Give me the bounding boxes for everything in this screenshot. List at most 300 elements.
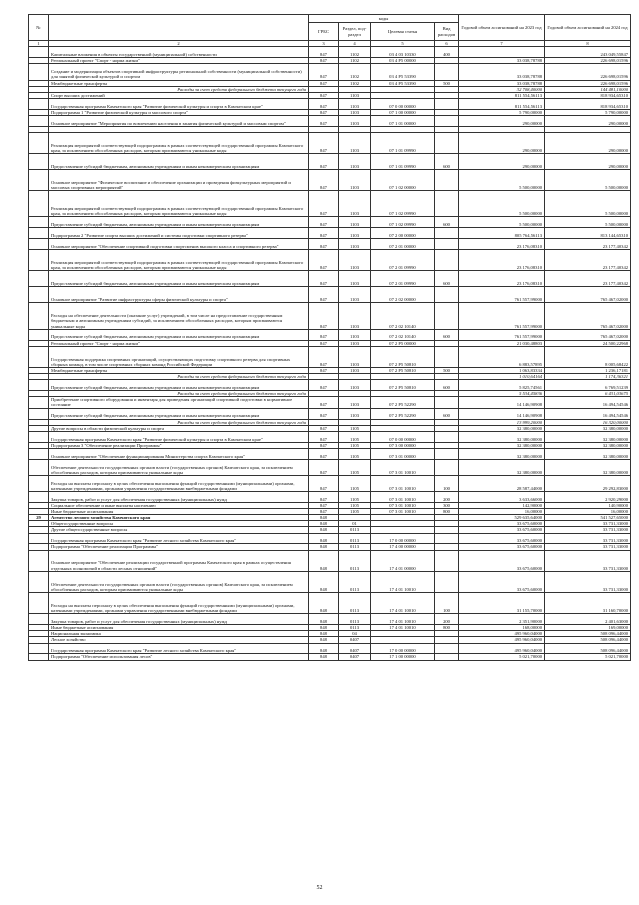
table-row [29,287,631,303]
row-grbs: 848 [309,614,339,625]
row-amount-2023: 31 155,70000 [459,592,545,613]
row-amount-2023: 290,00000 [459,153,545,169]
row-expense-type [435,533,459,544]
row-amount-2023: 33 675,60000 [459,571,545,592]
row-expense-type: 600 [435,217,459,228]
row-razdel: 1103 [339,92,371,98]
row-target-article: 07 2 02 00000 [371,287,435,303]
table-row [29,217,631,228]
row-amount-2023: 5 534,45836 [459,391,545,397]
row-name: Лесное хозяйство [49,637,309,643]
row-amount-2024: 818 934,65310 [545,92,631,98]
row-name: Реализация мероприятий соответствующей подпрограммы в рамках соответствующей государственной программы Камчатского края, за исключением обособленных расходов, которым присваиваются уникальные коды [49,132,309,153]
row-expense-type [435,116,459,127]
row-expense-type [435,571,459,592]
table-row [29,654,631,660]
row-grbs: 847 [309,287,339,303]
row-target-article: 07 1 02 09990 [371,217,435,228]
page-number: 52 [316,885,323,891]
row-name: Создание и модернизация объектов спортивной инфраструктуры региональной собственности (муниципальной собственности) для занятий физической культурой и спортом [49,64,309,80]
row-amount-2024: 16 494,54546 [545,408,631,419]
row-amount-2023: 2 351,90000 [459,614,545,625]
row-number [29,47,49,58]
row-name: Основное мероприятие "Обеспечение функционирования Министерства спорта Камчатского края" [49,448,309,459]
row-expense-type: 300 [435,502,459,508]
row-amount-2023: 32 380,00000 [459,459,545,475]
row-razdel: 1105 [339,448,371,459]
row-amount-2024: 765 467,02000 [545,329,631,340]
row-target-article: 07 2 P5 52290 [371,397,435,408]
row-grbs: 847 [309,303,339,329]
row-expense-type [435,303,459,329]
row-number [29,239,49,250]
row-number [29,654,49,660]
row-amount-2024: 23 177,40342 [545,239,631,250]
row-amount-2024: 1 236,17181 [545,367,631,373]
row-number [29,191,49,217]
table-row [29,550,631,571]
table-row [29,47,631,58]
row-razdel: 1103 [339,153,371,169]
row-number [29,643,49,654]
row-name: Расходы на выплаты персоналу в целях обеспечения выполнения функций государственными (муниципальными) органами, казенными учреждениями, органами управления государственными внебюджетными фондами [49,475,309,491]
row-expense-type: 500 [435,80,459,86]
row-amount-2023: 761 557,99000 [459,287,545,303]
row-grbs: 848 [309,571,339,592]
row-grbs: 848 [309,654,339,660]
row-grbs: 847 [309,491,339,502]
table-row [29,346,631,367]
row-name: Реализация мероприятий соответствующей подпрограммы в рамках соответствующей государственной программы Камчатского края, за исключением обособленных расходов, которым присваиваются уникальные коды [49,250,309,271]
table-row [29,592,631,613]
row-amount-2024: 290,00000 [545,116,631,127]
row-name: Предоставление субсидий бюджетным, автономным учреждениям и иным некоммерческим организациям [49,329,309,340]
row-amount-2024: 32 380,00000 [545,431,631,442]
row-expense-type [435,191,459,217]
row-name: Закупка товаров, работ и услуг для обеспечения государственных (муниципальных) нужд [49,614,309,625]
row-amount-2024: 1 174,36321 [545,374,631,380]
row-amount-2024: 8 005,68422 [545,346,631,367]
row-amount-2024: 32 380,00000 [545,425,631,431]
row-razdel: 1103 [339,408,371,419]
row-grbs: 847 [309,80,339,86]
row-name: Расходы на обеспечение деятельности (оказание услуг) учреждений, в том числе на предоставление государственным бюджетным и автономным учреждениям субсидий, за исключением обособленных расходов, которым присваиваются уникальные коды [49,303,309,329]
row-expense-type [435,64,459,80]
row-razdel: 0113 [339,614,371,625]
row-target-article: 07 1 00 00000 [371,109,435,115]
row-amount-2023: 5 021,70000 [459,654,545,660]
row-amount-2024: 33 731,33000 [545,571,631,592]
row-razdel: 1103 [339,303,371,329]
row-razdel: 1105 [339,491,371,502]
row-grbs: 848 [309,550,339,571]
column-number: 7 [459,41,545,47]
row-razdel: 1103 [339,380,371,391]
row-razdel: 1105 [339,508,371,514]
row-grbs: 847 [309,448,339,459]
row-amount-2024: 24 500,22968 [545,340,631,346]
row-target-article: 07 2 00 00000 [371,228,435,239]
table-row [29,614,631,625]
row-name: Межбюджетные трансферты [49,80,309,86]
row-amount-2024: 32 380,00000 [545,459,631,475]
row-name: Подпрограмма 3 "Обеспечение реализации Программы" [49,442,309,448]
row-amount-2023: 168,00000 [459,625,545,631]
row-target-article: 17 4 01 10010 [371,571,435,592]
row-target-article: 07 1 01 09990 [371,132,435,153]
row-amount-2024: 2 920,29000 [545,491,631,502]
row-number [29,287,49,303]
row-amount-2023: 811 554,56113 [459,98,545,109]
column-number: 5 [371,41,435,47]
row-amount-2023: 32 708,40000 [459,86,545,92]
table-row [29,643,631,654]
row-name: Региональный проект "Спорт - норма жизни" [49,340,309,346]
row-grbs: 847 [309,431,339,442]
row-number [29,408,49,419]
row-razdel: 1105 [339,459,371,475]
row-amount-2024: 33 731,33000 [545,544,631,550]
row-target-article: 03 4 P5 53390 [371,80,435,86]
row-razdel: 1103 [339,271,371,287]
row-amount-2023: 28 587,44000 [459,475,545,491]
row-number [29,303,49,329]
row-name: Капитальные вложения в объекты государственной (муниципальной) собственности [49,47,309,58]
row-number [29,397,49,408]
row-grbs: 848 [309,637,339,643]
row-grbs: 848 [309,631,339,637]
row-grbs: 847 [309,58,339,64]
row-name: Предоставление субсидий бюджетным, автономным учреждениям и иным некоммерческим организациям [49,408,309,419]
row-amount-2024: 16,00000 [545,508,631,514]
row-number [29,592,49,613]
row-amount-2024: 144 481,10000 [545,86,631,92]
table-row [29,475,631,491]
row-number [29,169,49,190]
row-name: Агентство лесного хозяйства Камчатского края [49,515,309,521]
row-razdel: 0113 [339,571,371,592]
row-amount-2023: 23 176,08310 [459,239,545,250]
row-grbs: 847 [309,502,339,508]
table-row [29,271,631,287]
row-number [29,98,49,109]
row-name: Реализация мероприятий соответствующей подпрограммы в рамках соответствующей государственной программы Камчатского края, за исключением обособленных расходов, которым присваиваются уникальные коды [49,191,309,217]
row-number [29,329,49,340]
row-target-article: 07 3 01 10010 [371,459,435,475]
row-grbs: 848 [309,533,339,544]
row-amount-2024: 33 731,33000 [545,527,631,533]
row-name: Государственная программа Камчатского края "Развитие физической культуры и спорта в Камчатском крае" [49,98,309,109]
column-number: 2 [49,41,309,47]
row-amount-2024: 765 467,02000 [545,287,631,303]
row-amount-2024: 33 731,33000 [545,550,631,571]
row-amount-2024: 5 790,00000 [545,109,631,115]
table-row [29,459,631,475]
row-amount-2024: 508 096,44000 [545,631,631,637]
row-expense-type: 600 [435,153,459,169]
row-expense-type: 200 [435,614,459,625]
table-row [29,98,631,109]
row-target-article: 07 1 02 09990 [371,191,435,217]
row-number [29,491,49,502]
row-grbs: 847 [309,132,339,153]
row-name: Приобретение спортивного оборудования и инвентаря для приведения организаций спортивной подготовки в нормативное состояние [49,397,309,408]
row-number [29,431,49,442]
table-row [29,491,631,502]
row-name: Основное мероприятие "Развитие инфраструктуры сферы физической культуры и спорта" [49,287,309,303]
row-target-article: 07 0 00 00000 [371,98,435,109]
row-number [29,550,49,571]
row-amount-2023: 495 960,04000 [459,631,545,637]
row-name: Расходы за счет средств федерального бюджета текущего года [49,374,309,380]
row-name: Расходы за счет средств федерального бюджета текущего года [49,419,309,425]
row-expense-type [435,287,459,303]
row-target-article: 07 1 01 00000 [371,116,435,127]
row-number [29,64,49,80]
row-razdel: 1103 [339,217,371,228]
row-amount-2024: 29 292,83000 [545,475,631,491]
row-razdel: 1102 [339,64,371,80]
row-name: Другие вопросы в области физической культуры и спорта [49,425,309,431]
table-row [29,239,631,250]
row-grbs: 847 [309,228,339,239]
row-razdel: 1102 [339,80,371,86]
row-razdel: 1102 [339,47,371,58]
row-grbs: 847 [309,425,339,431]
row-expense-type [435,169,459,190]
row-expense-type: 600 [435,408,459,419]
row-expense-type [435,132,459,153]
row-grbs: 847 [309,239,339,250]
row-amount-2023: 1 010,64164 [459,374,545,380]
row-target-article: 07 2 P5 00000 [371,340,435,346]
row-amount-2024: 765 467,02000 [545,303,631,329]
row-number [29,153,49,169]
column-number: 1 [29,41,49,47]
row-amount-2023: 3 633,66000 [459,491,545,502]
row-grbs: 848 [309,527,339,533]
row-amount-2024: 33 731,33000 [545,521,631,527]
row-razdel: 1105 [339,502,371,508]
row-target-article: 03 4 P5 53390 [371,64,435,80]
table-row [29,431,631,442]
row-razdel: 0407 [339,654,371,660]
row-name: Подпрограмма 2 "Развитие спорта высших достижений и системы подготовки спортивного резерва" [49,228,309,239]
row-amount-2023: 13 999,20000 [459,419,545,425]
row-grbs: 847 [309,340,339,346]
row-expense-type [435,346,459,367]
table-row [29,329,631,340]
row-amount-2023: 33 675,60000 [459,550,545,571]
table-row [29,169,631,190]
row-amount-2023: 1 063,83334 [459,367,545,373]
row-amount-2023: 761 557,99000 [459,303,545,329]
row-razdel: 04 [339,631,371,637]
row-grbs: 847 [309,169,339,190]
row-name: Закупка товаров, работ и услуг для обеспечения государственных (муниципальных) нужд [49,491,309,502]
row-grbs: 847 [309,508,339,514]
row-amount-2023: 23 176,08310 [459,250,545,271]
row-name: Обеспечение деятельности государственных органов власти (государственных органов) Камчатского края, за исключением обособленных расходов, которым присваиваются уникальные коды [49,459,309,475]
row-amount-2024: 813 144,65310 [545,228,631,239]
row-amount-2023: 33 675,60000 [459,521,545,527]
row-amount-2024: 818 934,65310 [545,98,631,109]
row-amount-2023: 495 960,04000 [459,643,545,654]
row-grbs: 847 [309,64,339,80]
row-amount-2024: 6 769,51239 [545,380,631,391]
row-target-article: 07 1 01 09990 [371,153,435,169]
row-razdel: 1103 [339,228,371,239]
row-name: Предоставление субсидий бюджетным, автономным учреждениям и иным некоммерческим организациям [49,271,309,287]
row-expense-type [435,98,459,109]
row-grbs: 847 [309,92,339,98]
row-amount-2024: 508 096,44000 [545,643,631,654]
row-amount-2024: 140,90000 [545,502,631,508]
row-grbs: 847 [309,250,339,271]
row-grbs: 847 [309,153,339,169]
row-amount-2023: 33 675,60000 [459,533,545,544]
row-grbs: 848 [309,643,339,654]
row-amount-2023 [459,47,545,58]
row-expense-type: 600 [435,271,459,287]
row-amount-2023: 32 380,00000 [459,448,545,459]
row-target-article: 17 0 00 00000 [371,533,435,544]
row-amount-2024: 169,00000 [545,625,631,631]
table-row [29,408,631,419]
row-amount-2024: 23 177,40342 [545,250,631,271]
header-target: Целевая статья [371,23,435,41]
header-no: № [29,15,49,41]
row-number [29,250,49,271]
row-razdel: 1103 [339,239,371,250]
row-name: Обеспечение деятельности государственных органов власти (государственных органов) Камчатского края, за исключением обособленных расходов, которым присваиваются уникальные коды [49,571,309,592]
row-amount-2024: 16 494,54546 [545,397,631,408]
row-target-article: 03 4 P5 00000 [371,58,435,64]
row-amount-2024: 226 698,01596 [545,80,631,86]
row-amount-2024: 226 698,01596 [545,64,631,80]
row-grbs: 847 [309,109,339,115]
row-razdel: 0407 [339,643,371,654]
table-row [29,228,631,239]
row-target-article: 07 2 P5 50810 [371,367,435,373]
row-amount-2023: 6 883,57895 [459,346,545,367]
row-expense-type [435,459,459,475]
header-name [49,15,309,41]
row-expense-type [435,239,459,250]
row-target-article: 07 0 00 00000 [371,431,435,442]
row-grbs: 847 [309,397,339,408]
row-name: Национальная экономика [49,631,309,637]
row-amount-2023: 5 790,00000 [459,109,545,115]
row-grbs: 847 [309,98,339,109]
row-razdel: 0113 [339,625,371,631]
row-name: Расходы за счет средств федерального бюджета текущего года [49,86,309,92]
row-amount-2024: 290,00000 [545,132,631,153]
row-razdel: 1105 [339,425,371,431]
row-name: Другие общегосударственные вопросы [49,527,309,533]
row-grbs: 848 [309,592,339,613]
row-razdel: 1103 [339,287,371,303]
row-target-article: 17 4 01 10010 [371,625,435,631]
header-grbs: ГРБС [309,23,339,41]
table-row [29,116,631,127]
row-expense-type [435,448,459,459]
row-razdel: 1103 [339,397,371,408]
row-expense-type [435,431,459,442]
row-amount-2023: 33 038,78788 [459,58,545,64]
column-number: 4 [339,41,371,47]
row-amount-2023: 33 038,78788 [459,80,545,86]
row-name: Государственная программа Камчатского края "Развитие лесного хозяйства Камчатского края" [49,643,309,654]
row-target-article: 17 4 01 10010 [371,614,435,625]
table-header [29,15,631,47]
table-row [29,448,631,459]
row-expense-type [435,397,459,408]
header-2023: Годовой объем ассигнований на 2023 год [459,15,545,41]
row-razdel: 0113 [339,527,371,533]
row-name: Основное мероприятие "Мероприятия по вовлечению населения в занятия физической культурой и массовым спортом" [49,116,309,127]
row-target-article: 17 0 00 00000 [371,643,435,654]
row-amount-2023: 5 500,00000 [459,169,545,190]
row-expense-type: 600 [435,380,459,391]
row-razdel: 1105 [339,431,371,442]
row-amount-2024: 32 380,00000 [545,442,631,448]
row-grbs: 847 [309,329,339,340]
row-number [29,571,49,592]
row-target-article: 07 2 02 10140 [371,329,435,340]
row-amount-2023: 14 146,90908 [459,408,545,419]
row-amount-2023: 805 764,56113 [459,228,545,239]
row-expense-type: 800 [435,508,459,514]
row-target-article: 07 3 01 00000 [371,448,435,459]
header-2024: Годовой объем ассигнований на 2024 год [545,15,631,41]
row-amount-2024: 5 500,00000 [545,191,631,217]
table-row [29,380,631,391]
row-name: Иные бюджетные ассигнования [49,508,309,514]
row-expense-type [435,654,459,660]
row-name: Предоставление субсидий бюджетным, автономным учреждениям и иным некоммерческим организациям [49,153,309,169]
row-target-article: 07 2 P5 50810 [371,380,435,391]
row-grbs: 847 [309,271,339,287]
row-amount-2024: 2 401,63000 [545,614,631,625]
row-name: Основное мероприятие "Обеспечение реализации государственной программы Камчатского края в рамках осуществления отдельных полномочий в области лесных отношений" [49,550,309,571]
column-number: 3 [309,41,339,47]
row-amount-2024: 33 731,33000 [545,533,631,544]
row-razdel: 1103 [339,98,371,109]
row-number [29,459,49,475]
row-amount-2023: 14 146,90908 [459,397,545,408]
row-number [29,614,49,625]
row-name: Подпрограмма "Обеспечение реализации Программы" [49,544,309,550]
row-expense-type: 200 [435,491,459,502]
row-target-article: 07 2 P5 50810 [371,346,435,367]
row-amount-2023: 5 500,00000 [459,191,545,217]
table-row [29,250,631,271]
row-amount-2024: 23 177,40342 [545,271,631,287]
row-amount-2024: 5 500,00000 [545,169,631,190]
row-name: Государственная программа Камчатского края "Развитие лесного хозяйства Камчатского края" [49,533,309,544]
row-name: Подпрограмма 1 "Развитие физической культуры и массового спорта" [49,109,309,115]
column-number: 6 [435,41,459,47]
row-name: Спорт высших достижений [49,92,309,98]
row-razdel: 01 [339,521,371,527]
row-amount-2024: 541 527,65000 [545,515,631,521]
row-name: Предоставление субсидий бюджетным, автономным учреждениям и иным некоммерческим организациям [49,217,309,228]
row-target-article: 17 4 01 10010 [371,592,435,613]
row-amount-2023: 495 960,04000 [459,637,545,643]
row-razdel: 1103 [339,116,371,127]
row-amount-2024: 16 320,00000 [545,419,631,425]
